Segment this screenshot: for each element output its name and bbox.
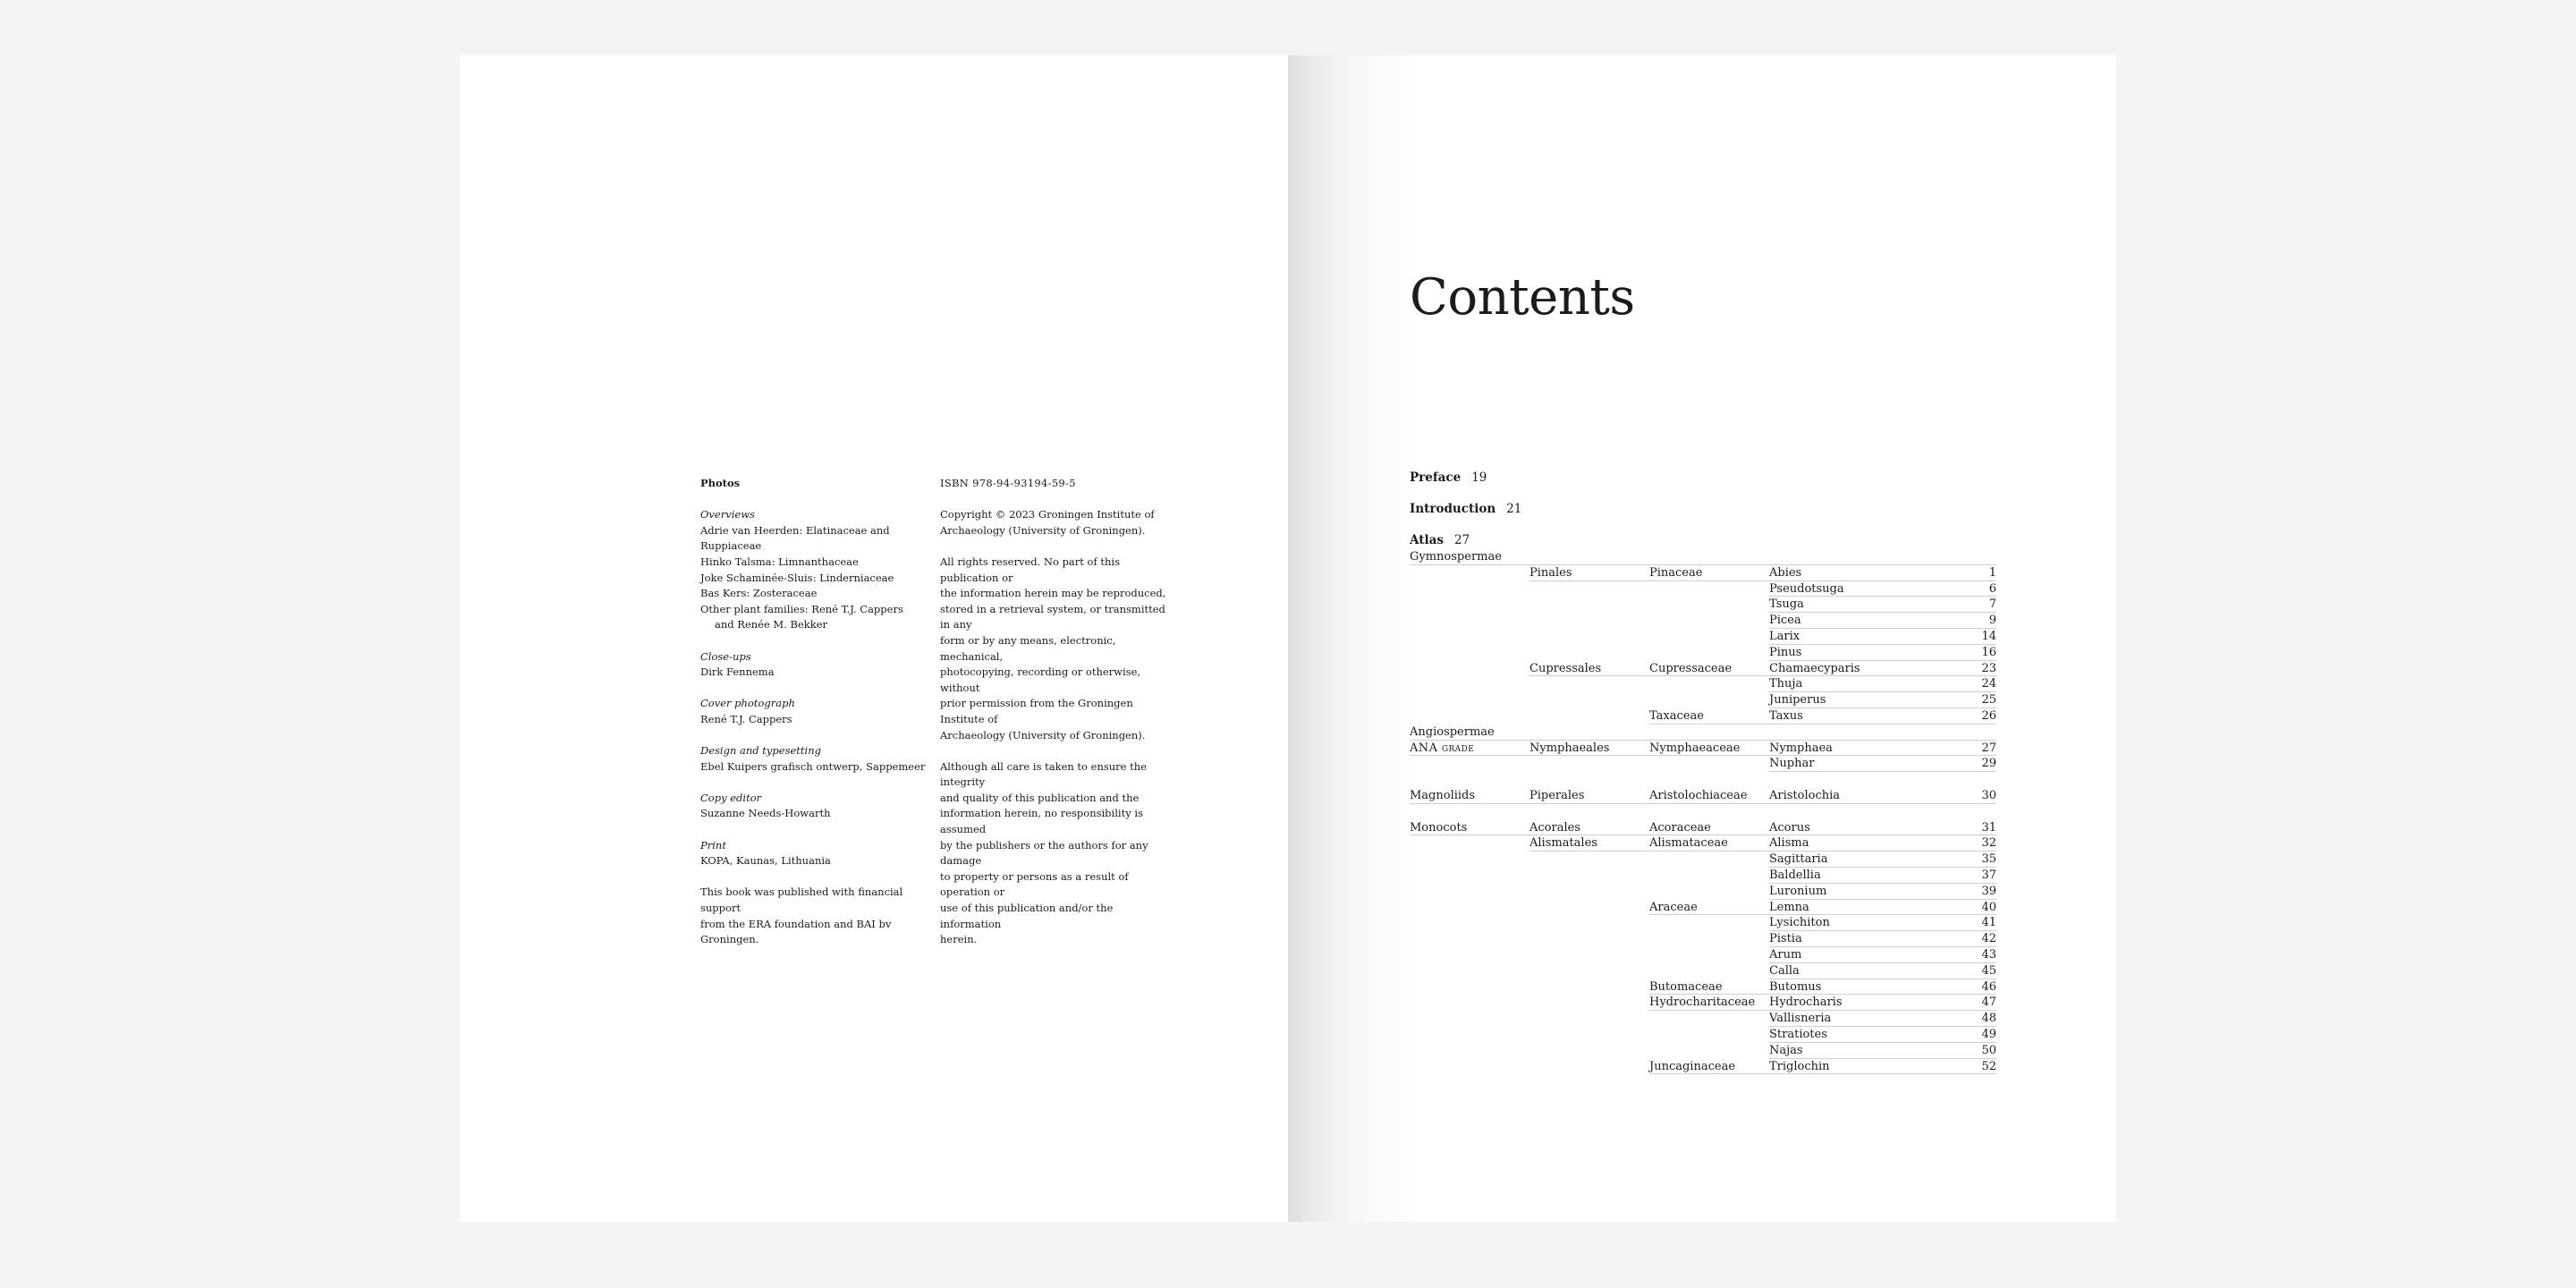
design-credit: Ebel Kuipers grafisch ontwerp, Sappemeer	[700, 759, 926, 773]
toc-row[interactable]	[1410, 995, 1996, 1011]
toc-row[interactable]	[1410, 645, 1996, 661]
toc-page-number: 29	[1981, 757, 1996, 771]
toc-page-number: 45	[1981, 963, 1996, 978]
overviews-block	[700, 507, 935, 633]
design-block	[700, 743, 935, 775]
toc-clade	[1410, 597, 1530, 613]
toc-row[interactable]	[1410, 1011, 1996, 1027]
toc-order	[1530, 708, 1649, 724]
toc-page-number: 35	[1981, 852, 1996, 867]
toc-order	[1530, 1011, 1649, 1027]
toc-page-number: 41	[1981, 916, 1996, 930]
disclaimer-notice	[940, 759, 1174, 948]
closeups-block	[700, 649, 935, 681]
toc-page-number: 24	[1981, 677, 1996, 691]
toc-genus: Acorus	[1769, 820, 1810, 835]
toc-genus: Pseudotsuga	[1769, 581, 1844, 596]
toc-order	[1530, 692, 1649, 708]
toc-row[interactable]	[1410, 629, 1996, 645]
toc-genus: Calla	[1769, 963, 1800, 978]
copyright-line: Archaeology (University of Groningen).	[940, 523, 1146, 537]
toc-clade	[1410, 900, 1530, 916]
rights-line: form or by any means, electronic, mechanical,	[940, 633, 1116, 663]
toc-order	[1530, 979, 1649, 996]
toc-row[interactable]	[1410, 868, 1996, 884]
toc-family: Butomaceae	[1649, 979, 1723, 994]
toc-genus	[1769, 549, 1975, 565]
copyeditor-credit: Suzanne Needs-Howarth	[700, 807, 831, 820]
toc-family	[1649, 676, 1769, 692]
toc-order	[1530, 900, 1649, 916]
copyeditor-label: Copy editor	[700, 791, 762, 804]
toc-order	[1530, 915, 1649, 931]
copyeditor-block	[700, 791, 935, 822]
toc-page-number	[1961, 724, 1996, 741]
toc-family	[1649, 724, 1769, 741]
toc-page-number: 46	[1981, 979, 1996, 994]
toc-clade	[1410, 645, 1530, 661]
toc-row[interactable]	[1410, 581, 1996, 597]
toc-row[interactable]	[1410, 1027, 1996, 1043]
toc-clade	[1410, 708, 1530, 724]
toc-genus: Vallisneria	[1769, 1012, 1832, 1026]
toc-family: Taxaceae	[1649, 708, 1704, 723]
toc-family	[1649, 915, 1769, 931]
toc-preface-page: 19	[1471, 470, 1487, 485]
toc-clade	[1410, 1043, 1530, 1059]
toc-order: Acorales	[1530, 820, 1580, 835]
toc-genus: Nuphar	[1769, 757, 1815, 771]
overviews-line: Adrie van Heerden: Elatinaceae and Ruppiaceae	[700, 523, 890, 553]
toc-clade	[1410, 1059, 1530, 1075]
toc-page-number: 23	[1981, 661, 1996, 675]
toc-family: Nymphaeaceae	[1649, 741, 1741, 755]
toc-row-rule	[1410, 803, 1996, 804]
toc-row[interactable]	[1410, 915, 1996, 931]
toc-order	[1530, 963, 1649, 979]
toc-page-number	[1961, 549, 1996, 565]
toc-atlas-page: 27	[1453, 533, 1470, 547]
toc-genus: Triglochin	[1769, 1059, 1830, 1073]
toc-preface-label: Preface	[1410, 470, 1462, 485]
toc-genus: Abies	[1769, 565, 1802, 580]
disclaimer-line: to property or persons as a result of operation or	[940, 869, 1129, 899]
toc-row[interactable]	[1410, 835, 1996, 852]
rights-line: All rights reserved. No part of this publication or	[940, 555, 1120, 584]
toc-family	[1649, 581, 1769, 597]
print-label: Print	[700, 838, 726, 852]
toc-genus: Aristolochia	[1769, 788, 1841, 802]
closeups-credit: Dirk Fennema	[700, 665, 775, 679]
toc-family	[1649, 597, 1769, 613]
cover-credit: René T.J. Cappers	[700, 712, 792, 725]
toc-page-number: 9	[1988, 614, 1996, 628]
toc-order	[1530, 613, 1649, 629]
toc-clade	[1410, 915, 1530, 931]
toc-clade	[1410, 756, 1530, 772]
toc-genus: Baldellia	[1769, 868, 1821, 882]
toc-family	[1649, 1011, 1769, 1027]
toc-row[interactable]	[1410, 676, 1996, 692]
toc-clade: Monocots	[1410, 820, 1468, 835]
toc-genus: Nymphaea	[1769, 741, 1833, 755]
toc-order	[1530, 852, 1649, 868]
toc-order	[1530, 884, 1649, 900]
toc-clade: ANA grade	[1410, 741, 1475, 755]
toc-page-number: 52	[1981, 1059, 1996, 1073]
toc-genus: Thuja	[1769, 677, 1803, 691]
copyright-notice	[940, 507, 1174, 538]
right-page	[1288, 55, 2116, 1222]
toc-page-number: 16	[1981, 645, 1996, 659]
toc-page-number: 42	[1981, 932, 1996, 946]
toc-genus: Tsuga	[1769, 597, 1804, 612]
disclaimer-line: Although all care is taken to ensure the integrity	[940, 759, 1147, 789]
toc-order	[1530, 947, 1649, 963]
toc-introduction-page: 21	[1506, 502, 1522, 516]
support-block	[700, 885, 935, 947]
toc-genus: Pistia	[1769, 932, 1802, 946]
toc-row[interactable]	[1410, 852, 1996, 868]
toc-order	[1530, 581, 1649, 597]
overviews-line: Hinko Talsma: Limnanthaceae	[700, 555, 859, 568]
toc-order	[1530, 724, 1649, 741]
cover-label: Cover photograph	[700, 697, 795, 710]
toc-page-number: 14	[1981, 629, 1996, 643]
toc-genus: Hydrocharis	[1769, 996, 1843, 1010]
toc-family: Araceae	[1649, 900, 1698, 914]
imprint-column-credits	[700, 476, 935, 963]
toc-family: Juncaginaceae	[1649, 1059, 1736, 1073]
rights-line: the information herein may be reproduced,	[940, 587, 1166, 600]
toc-genus: Lysichiton	[1769, 916, 1830, 930]
toc-family: Cupressaceae	[1649, 661, 1733, 675]
toc-atlas-label: Atlas	[1410, 533, 1444, 547]
toc-row-rule	[1649, 1073, 1996, 1074]
toc-genus: Juniperus	[1769, 693, 1826, 708]
toc-family: Acoraceae	[1649, 820, 1711, 835]
toc-page-number: 30	[1981, 788, 1996, 802]
toc-family	[1649, 1027, 1769, 1043]
left-page	[460, 55, 1288, 1222]
toc-clade	[1410, 676, 1530, 692]
toc-row[interactable]	[1410, 741, 1996, 757]
toc-clade	[1410, 629, 1530, 645]
toc-row[interactable]	[1410, 756, 1996, 772]
toc-genus: Chamaecyparis	[1769, 661, 1860, 675]
toc-row[interactable]	[1410, 947, 1996, 963]
toc-family	[1649, 756, 1769, 772]
toc-order	[1530, 597, 1649, 613]
toc-order	[1530, 931, 1649, 947]
toc-page-number: 25	[1981, 693, 1996, 708]
toc-family	[1649, 852, 1769, 868]
toc-order	[1530, 1043, 1649, 1059]
toc-clade	[1410, 931, 1530, 947]
toc-clade	[1410, 995, 1530, 1011]
overviews-line: Joke Schaminée-Sluis: Linderniaceae	[700, 571, 894, 584]
toc-order	[1530, 549, 1649, 565]
toc-clade	[1410, 963, 1530, 979]
toc-row[interactable]	[1410, 613, 1996, 629]
photos-heading: Photos	[700, 477, 741, 489]
overviews-label: Overviews	[700, 508, 755, 521]
toc-family	[1649, 629, 1769, 645]
toc-order	[1530, 645, 1649, 661]
toc-clade	[1410, 692, 1530, 708]
toc-row[interactable]	[1410, 931, 1996, 947]
closeups-label: Close-ups	[700, 649, 751, 663]
toc-genus: Butomus	[1769, 979, 1822, 994]
disclaimer-line: and quality of this publication and the	[940, 791, 1140, 804]
toc-row[interactable]	[1410, 1059, 1996, 1075]
toc-clade	[1410, 979, 1530, 996]
toc-clade	[1410, 565, 1530, 581]
toc-family: Hydrocharitaceae	[1649, 996, 1756, 1010]
toc-clade: Gymnospermae	[1410, 550, 1502, 564]
toc-clade	[1410, 852, 1530, 868]
toc-introduction-label: Introduction	[1410, 502, 1496, 516]
toc-order	[1530, 756, 1649, 772]
cover-block	[700, 696, 935, 727]
toc-row[interactable]	[1410, 708, 1996, 724]
toc-order	[1530, 868, 1649, 884]
toc-order: Pinales	[1530, 565, 1572, 580]
toc-genus: Pinus	[1769, 645, 1802, 659]
toc-row[interactable]	[1410, 963, 1996, 979]
toc-clade	[1410, 868, 1530, 884]
toc-clade	[1410, 581, 1530, 597]
toc-family	[1649, 1043, 1769, 1059]
toc-clade	[1410, 1027, 1530, 1043]
toc-page-number: 49	[1981, 1027, 1996, 1041]
toc-genus: Stratiotes	[1769, 1027, 1827, 1041]
toc-order	[1530, 1059, 1649, 1075]
toc-page-number: 1	[1988, 565, 1996, 580]
toc-introduction[interactable]	[1410, 502, 1521, 516]
toc-row[interactable]	[1410, 820, 1996, 836]
toc-clade	[1410, 661, 1530, 677]
toc-row[interactable]	[1410, 597, 1996, 613]
toc-clade	[1410, 835, 1530, 852]
support-line: from the ERA foundation and BAI bv Groningen.	[700, 917, 892, 946]
toc-genus: Sagittaria	[1769, 852, 1828, 867]
toc-family: Pinaceae	[1649, 565, 1703, 580]
toc-family	[1649, 884, 1769, 900]
toc-genus: Picea	[1769, 614, 1801, 628]
toc-page-number: 37	[1981, 868, 1996, 882]
rights-notice	[940, 555, 1174, 743]
toc-page-number: 39	[1981, 884, 1996, 898]
isbn: ISBN 978-94-93194-59-5	[940, 477, 1076, 489]
toc-row[interactable]	[1410, 1043, 1996, 1059]
print-credit: KOPA, Kaunas, Lithuania	[700, 854, 831, 868]
toc-row-rule	[1769, 771, 1996, 772]
toc-row[interactable]	[1410, 788, 1996, 804]
toc-row	[1410, 549, 1996, 565]
toc-family	[1649, 645, 1769, 661]
copyright-line: Copyright © 2023 Groningen Institute of	[940, 508, 1155, 521]
toc-page-number: 43	[1981, 947, 1996, 962]
toc-clade: Angiospermae	[1410, 724, 1495, 739]
toc-page-number: 50	[1981, 1043, 1996, 1057]
toc-genus: Najas	[1769, 1043, 1803, 1057]
toc-clade	[1410, 613, 1530, 629]
rights-line: prior permission from the Groningen Institute of	[940, 697, 1133, 725]
toc-order: Alismatales	[1530, 836, 1597, 851]
toc-family	[1649, 963, 1769, 979]
toc-preface[interactable]	[1410, 470, 1487, 485]
rights-line: Archaeology (University of Groningen).	[940, 728, 1146, 741]
toc-row[interactable]	[1410, 900, 1996, 916]
imprint-column-legal	[940, 476, 1174, 963]
toc-row[interactable]	[1410, 979, 1996, 996]
support-line: This book was published with financial support	[700, 886, 903, 915]
disclaimer-line: herein.	[940, 933, 978, 946]
toc-order	[1530, 1027, 1649, 1043]
rights-line: photocopying, recording or otherwise, without	[940, 665, 1141, 694]
print-block	[700, 838, 935, 869]
toc-family	[1649, 613, 1769, 629]
toc-family	[1649, 947, 1769, 963]
toc-genus: Luronium	[1769, 884, 1827, 898]
toc-page-number: 6	[1988, 581, 1996, 596]
disclaimer-line: by the publishers or the authors for any damage	[940, 838, 1148, 868]
toc-table	[1410, 549, 1996, 1074]
toc-family	[1649, 692, 1769, 708]
toc-row[interactable]	[1410, 692, 1996, 708]
toc-genus	[1769, 724, 1975, 741]
toc-family: Alismataceae	[1649, 836, 1728, 851]
toc-row[interactable]	[1410, 884, 1996, 900]
design-label: Design and typesetting	[700, 744, 821, 758]
toc-page-number: 27	[1981, 741, 1996, 755]
toc-order: Cupressales	[1530, 661, 1602, 675]
disclaimer-line: use of this publication and/or the information	[940, 902, 1114, 930]
toc-genus: Lemna	[1769, 900, 1809, 914]
toc-order	[1530, 629, 1649, 645]
toc-row[interactable]	[1410, 565, 1996, 581]
toc-family: Aristolochiaceae	[1649, 788, 1748, 802]
toc-order	[1530, 995, 1649, 1011]
toc-genus: Alisma	[1769, 836, 1809, 851]
toc-page-number: 40	[1981, 900, 1996, 914]
toc-page-number: 32	[1981, 836, 1996, 851]
toc-genus: Taxus	[1769, 708, 1803, 723]
toc-atlas[interactable]	[1410, 533, 1470, 547]
toc-clade	[1410, 1011, 1530, 1027]
toc-page-number: 7	[1988, 597, 1996, 612]
overviews-line: Bas Kers: Zosteraceae	[700, 587, 818, 600]
toc-genus: Larix	[1769, 629, 1801, 643]
rights-line: stored in a retrieval system, or transmitted in any	[940, 602, 1165, 631]
toc-order	[1530, 676, 1649, 692]
overviews-line: and Renée M. Bekker	[715, 618, 828, 631]
toc-clade	[1410, 884, 1530, 900]
toc-page-number: 31	[1981, 820, 1996, 835]
disclaimer-line: information herein, no responsibility is assumed	[940, 807, 1143, 836]
toc-order: Nymphaeales	[1530, 741, 1610, 755]
toc-row	[1410, 724, 1996, 741]
toc-order: Piperales	[1530, 788, 1585, 802]
toc-clade	[1410, 947, 1530, 963]
toc-family	[1649, 868, 1769, 884]
toc-row[interactable]	[1410, 661, 1996, 677]
overviews-line: Other plant families: René T.J. Cappers	[700, 602, 903, 615]
toc-page-number: 26	[1981, 708, 1996, 723]
toc-page-number: 47	[1981, 996, 1996, 1010]
toc-clade: Magnoliids	[1410, 788, 1476, 802]
contents-title: Contents	[1410, 267, 1635, 326]
toc-page-number: 48	[1981, 1012, 1996, 1026]
toc-family	[1649, 549, 1769, 565]
toc-genus: Arum	[1769, 947, 1802, 962]
toc-family	[1649, 931, 1769, 947]
